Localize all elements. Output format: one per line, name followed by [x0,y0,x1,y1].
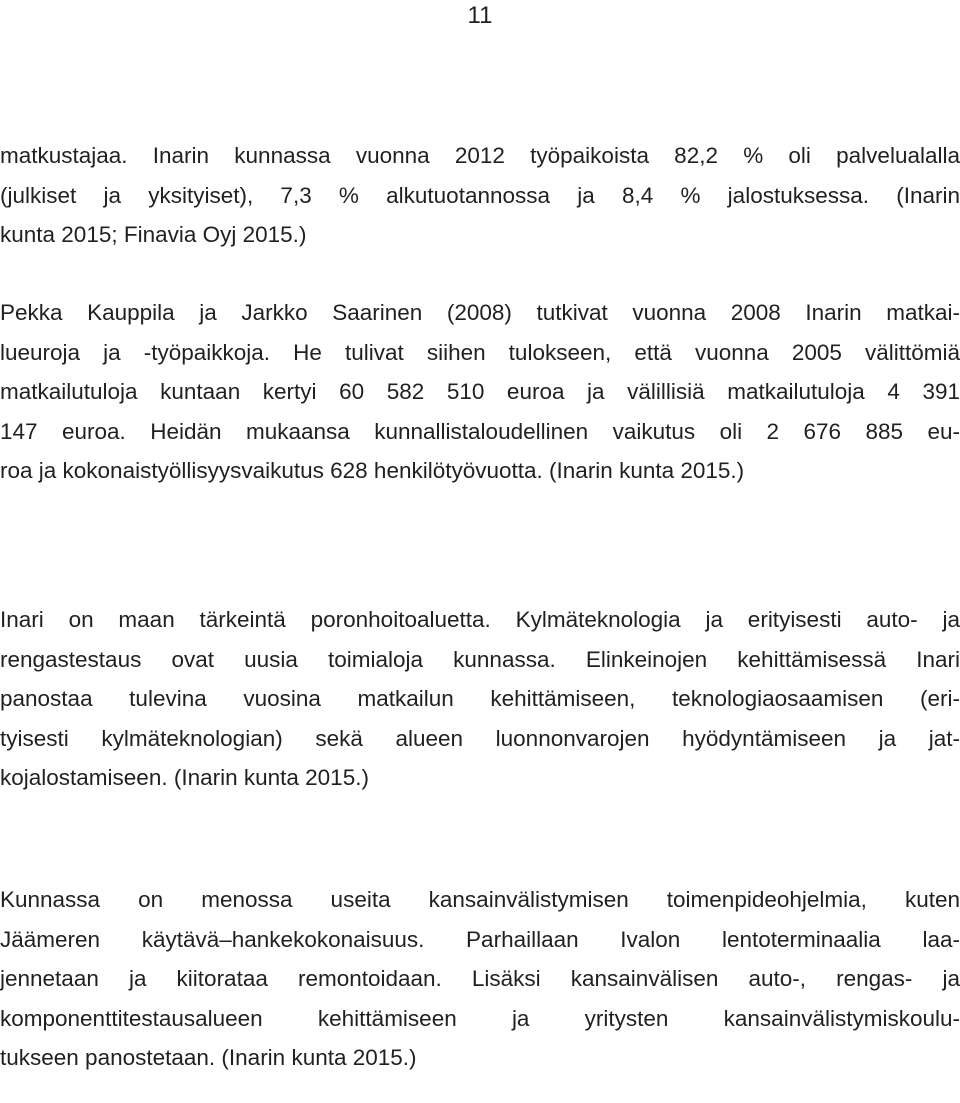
text-line: roa ja kokonaistyöllisyysvaikutus 628 henkilötyövuotta. (Inarin kunta 2015.) [0,458,745,483]
text-line: kojalostamiseen. (Inarin kunta 2015.) [0,765,369,790]
text-line: jennetaan ja kiitorataa remontoidaan. Lisäksi kansainvälisen auto-, rengas- ja [0,966,960,991]
text-line: Jäämeren käytävä–hankekokonaisuus. Parhaillaan Ivalon lentoterminaalia laa- [0,926,960,952]
paragraph-employment [0,136,960,255]
text-line: matkailutuloja kuntaan kertyi 60 582 510 euroa ja välillisiä matkailutuloja 4 391 [0,379,960,404]
text-line: lueuroja ja -työpaikkoja. He tulivat siihen tulokseen, että vuonna 2005 välittömiä [0,339,960,365]
paragraph-industries [0,600,960,798]
text-line: Pekka Kauppila ja Jarkko Saarinen (2008) tutkivat vuonna 2008 Inarin matkai- [0,300,960,325]
text-line: rengastestaus ovat uusia toimialoja kunnassa. Elinkeinojen kehittämisessä Inari [0,646,960,672]
text-line: kunta 2015; Finavia Oyj 2015.) [0,222,307,247]
paragraph-internationalisation [0,880,960,1078]
page-number: 11 [467,2,493,29]
text-line: tyisesti kylmäteknologian) sekä alueen luonnonvarojen hyödyntämiseen ja jat- [0,725,960,751]
text-line: (julkiset ja yksityiset), 7,3 % alkutuotannossa ja 8,4 % jalostuksessa. (Inarin [0,182,960,208]
text-line: panostaa tulevina vuosina matkailun kehittämiseen, teknologiaosaamisen (eri- [0,686,960,711]
text-line: tukseen panostetaan. (Inarin kunta 2015.) [0,1045,417,1070]
text-line: komponenttitestausalueen kehittämiseen ja yritysten kansainvälistymiskoulu- [0,1005,960,1031]
text-line: 147 euroa. Heidän mukaansa kunnallistaloudellinen vaikutus oli 2 676 885 eu- [0,418,960,444]
paragraph-tourism-income [0,293,960,491]
text-line: Kunnassa on menossa useita kansainvälistymisen toimenpideohjelmia, kuten [0,887,960,912]
text-line: Inari on maan tärkeintä poronhoitoaluetta. Kylmäteknologia ja erityisesti auto- ja [0,607,960,632]
text-line: matkustajaa. Inarin kunnassa vuonna 2012 työpaikoista 82,2 % oli palvelualalla [0,143,960,168]
